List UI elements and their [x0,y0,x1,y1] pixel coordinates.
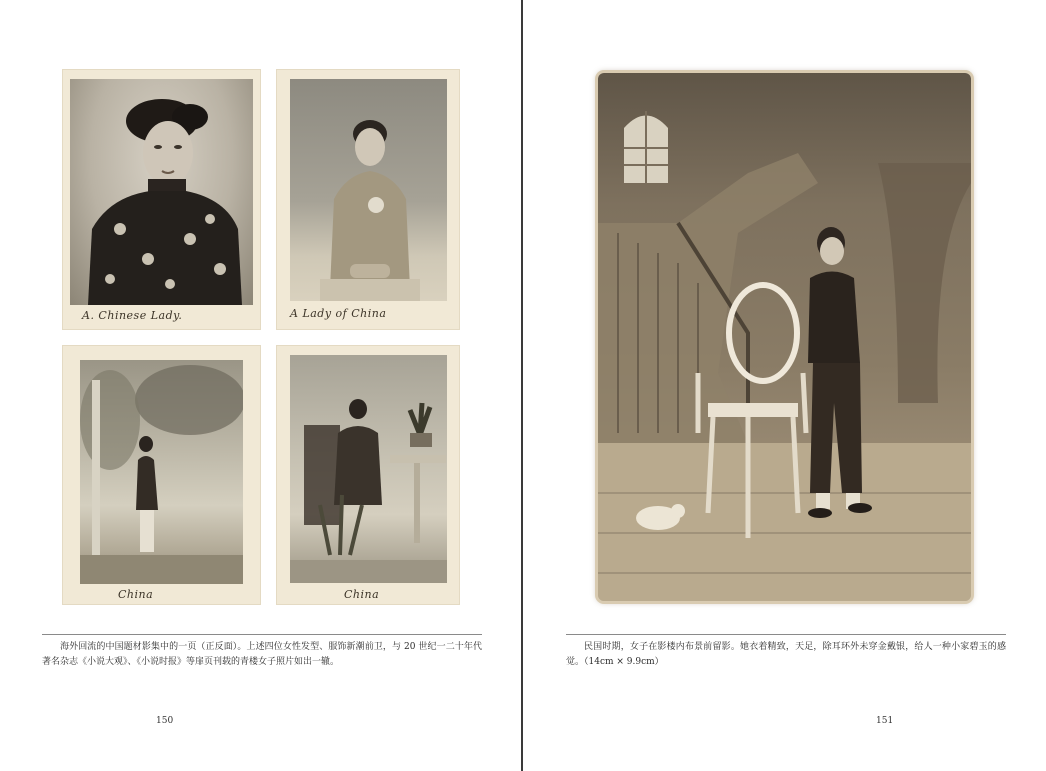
caption-right [566,640,1006,670]
page-number-left: 150 [156,716,174,726]
photo-card-seated-lady [276,69,460,330]
standing-lady-illustration [80,360,243,584]
photo-card-seated-with-plants [276,345,460,605]
photo-portrait-lady [70,79,253,305]
portrait-illustration [70,79,253,305]
page-number-right: 151 [876,716,894,726]
photo-studio-portrait [598,73,971,601]
caption-left [42,640,482,670]
caption-text: 民国时期，女子在影楼内布景前留影。她衣着精致，天足，除耳环外未穿金戴银，给人一种小家碧玉的感觉。（14cm × 9.9cm） [566,642,1006,667]
caption-text: 海外回流的中国题材影集中的一页（正反面）。上述四位女性发型、服饰新潮前卫，与 20 世纪一二十年代著名杂志《小说大观》、《小说时报》等扉页刊载的青楼女子照片如出一辙。 [42,642,482,667]
caption-rule-left [42,634,482,635]
photo-card-portrait [62,69,261,330]
studio-portrait-illustration [598,73,971,601]
photo-seated-lady [290,79,447,301]
seated-lady-illustration [290,79,447,301]
photo-inscription: A Lady of China [290,307,387,320]
photo-inscription: China [118,588,154,601]
photo-standing-lady [80,360,243,584]
caption-rule-right [566,634,1006,635]
seated-with-plants-illustration [290,355,447,583]
photo-seated-with-plants [290,355,447,583]
photo-inscription: A. Chinese Lady. [82,309,183,322]
photo-card-standing-lady [62,345,261,605]
photo-inscription: China [344,588,380,601]
book-spine [521,0,523,771]
